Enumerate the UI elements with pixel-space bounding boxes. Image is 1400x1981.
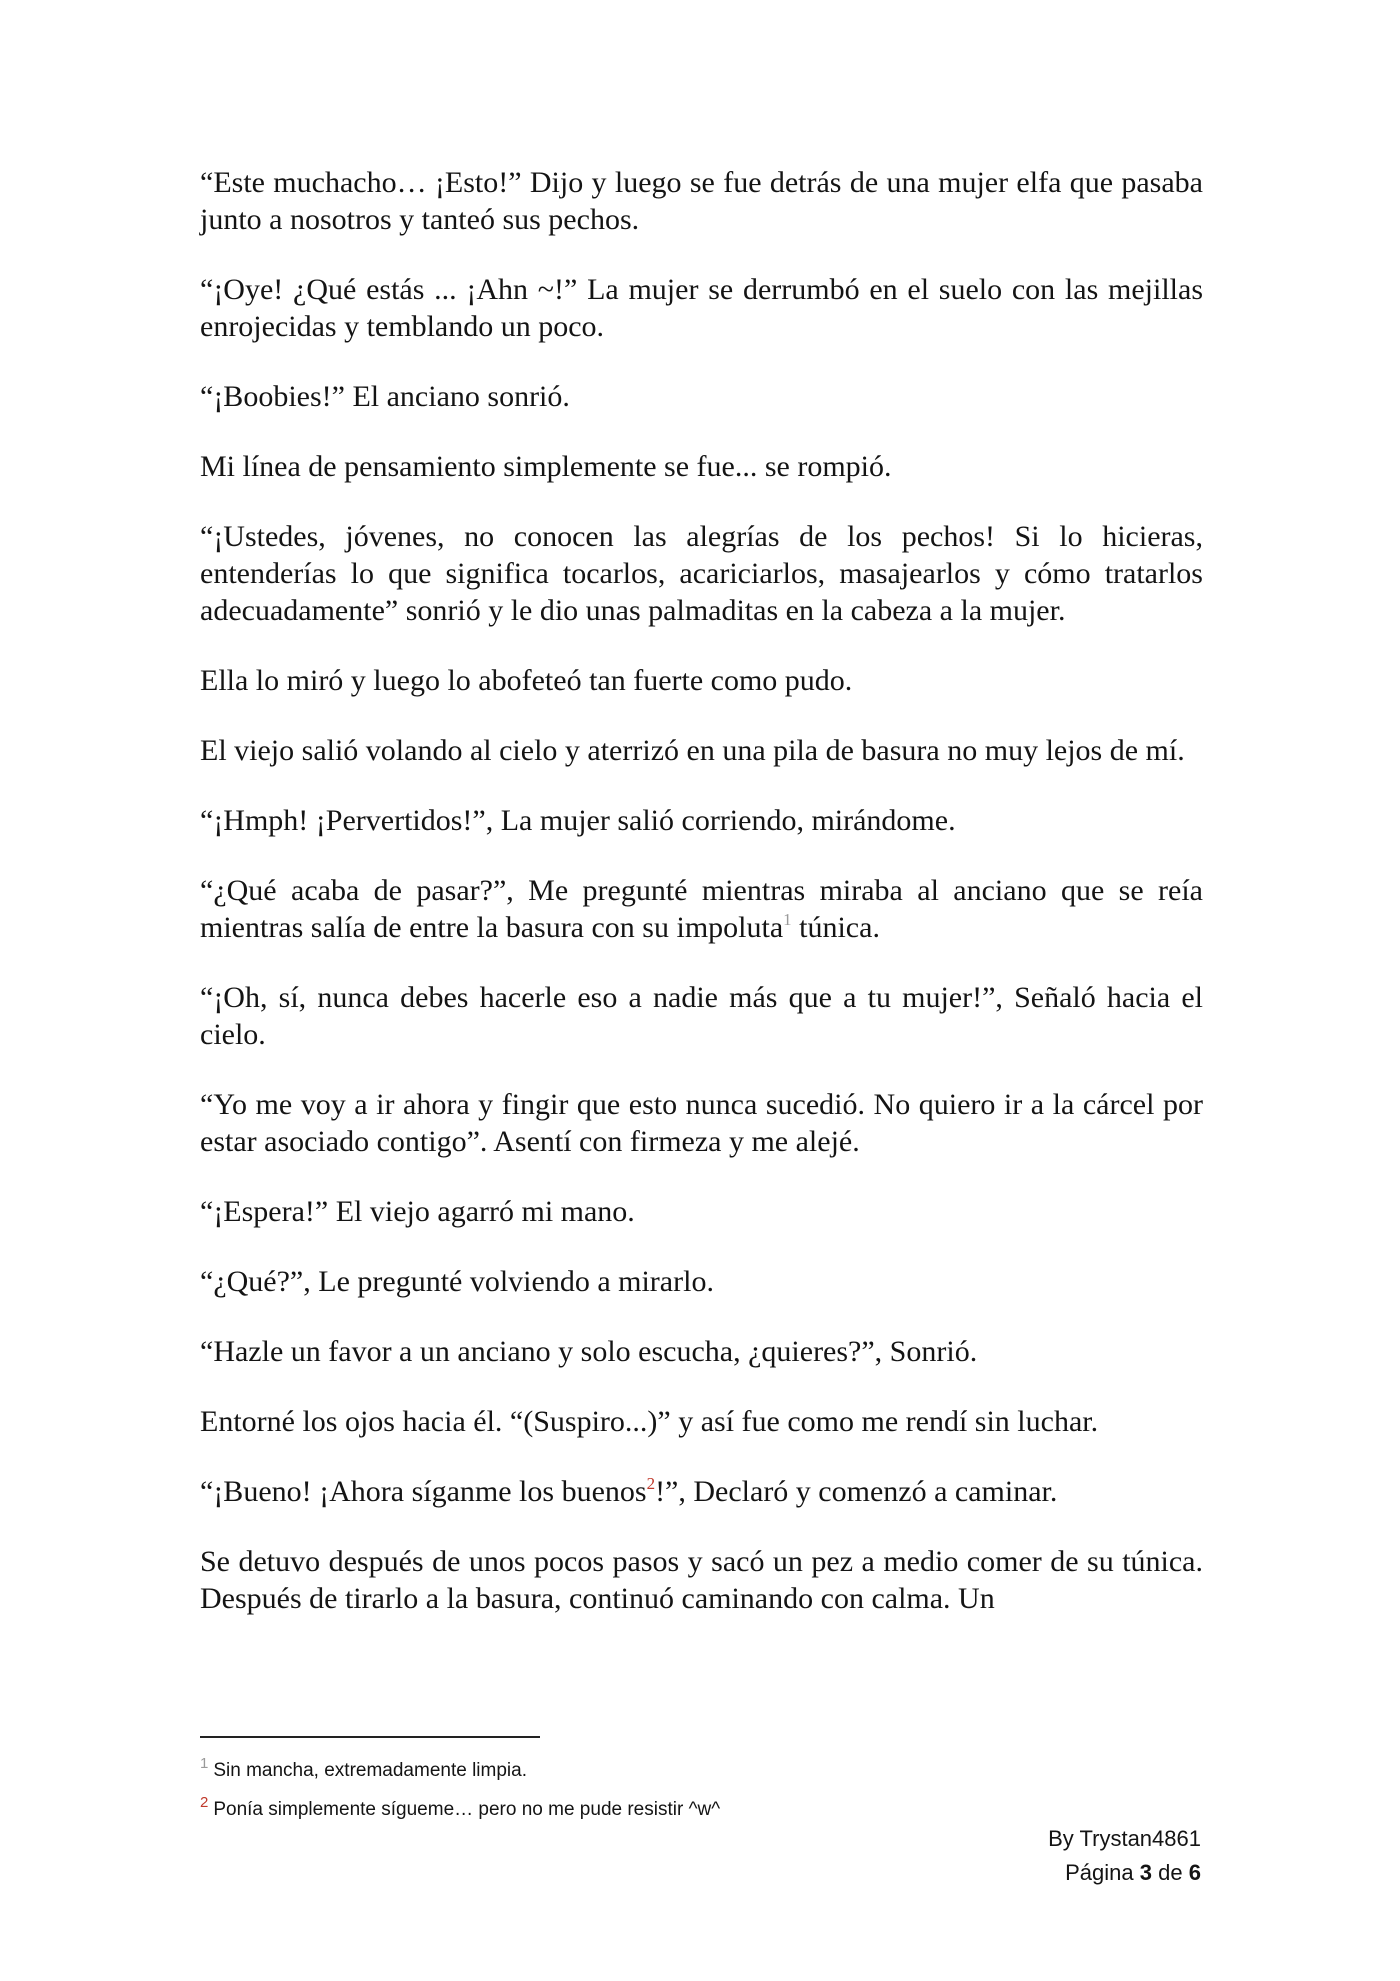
footnote-text: Ponía simplemente sígueme… pero no me pude resistir ^w^: [213, 1799, 721, 1820]
paragraph: El viejo salió volando al cielo y aterrizó en una pila de basura no muy lejos de mí.: [200, 734, 1185, 767]
paragraph-text: túnica.: [791, 911, 880, 944]
body-text: [200, 164, 1203, 1617]
paragraph: “¿Qué?”, Le pregunté volviendo a mirarlo.: [200, 1265, 714, 1298]
paragraph: “¡Hmph! ¡Pervertidos!”, La mujer salió corriendo, mirándome.: [200, 804, 956, 837]
paragraph-text: “¡Bueno! ¡Ahora síganme los buenos: [200, 1475, 647, 1508]
footnote-reference[interactable]: 1: [783, 910, 792, 929]
paragraph: “¡Espera!” El viejo agarró mi mano.: [200, 1195, 635, 1228]
page-number: [1048, 1856, 1201, 1890]
paragraph: “¡Ustedes, jóvenes, no conocen las alegrías de los pechos! Si lo hicieras, entenderías lo que significa tocarlos, acariciarlos, masajearlos y cómo tratarlos adecuadamente” sonrió y le dio unas palmaditas en la cabeza a la mujer.: [200, 520, 1203, 627]
page-footer: [1048, 1822, 1201, 1890]
footnote-separator: [200, 1736, 540, 1738]
footnote: [200, 1787, 1200, 1826]
paragraph: Se detuvo después de unos pocos pasos y sacó un pez a medio comer de su túnica. Después de tirarlo a la basura, continuó caminando con calma. Un: [200, 1545, 1203, 1615]
paragraph-with-footnote: [200, 872, 1203, 946]
footnote-marker: 2: [200, 1794, 209, 1811]
of-word: de: [1158, 1860, 1183, 1885]
paragraph: Mi línea de pensamiento simplemente se fue... se rompió.: [200, 450, 892, 483]
paragraph: “Yo me voy a ir ahora y fingir que esto nunca sucedió. No quiero ir a la cárcel por estar asociado contigo”. Asentí con firmeza y me alejé.: [200, 1088, 1203, 1158]
footnote-marker: 1: [200, 1755, 209, 1772]
paragraph: Entorné los ojos hacia él. “(Suspiro...)” y así fue como me rendí sin luchar.: [200, 1405, 1099, 1438]
current-page: 3: [1139, 1860, 1153, 1885]
paragraph: “¡Oh, sí, nunca debes hacerle eso a nadie más que a tu mujer!”, Señaló hacia el cielo.: [200, 981, 1203, 1051]
footnote: [200, 1748, 1200, 1787]
paragraph: Ella lo miró y luego lo abofeteó tan fuerte como pudo.: [200, 664, 853, 697]
footnote-text: Sin mancha, extremadamente limpia.: [213, 1760, 527, 1781]
footnotes: [200, 1748, 1200, 1826]
page-word: Página: [1065, 1860, 1134, 1885]
paragraph-with-footnote: [200, 1473, 1203, 1510]
paragraph: “Este muchacho… ¡Esto!” Dijo y luego se fue detrás de una mujer elfa que pasaba junto a nosotros y tanteó sus pechos.: [200, 166, 1203, 236]
paragraph: “¡Boobies!” El anciano sonrió.: [200, 380, 570, 413]
paragraph-text: “¿Qué acaba de pasar?”, Me pregunté mientras miraba al anciano que se reía mientras salía de entre la basura con su impoluta: [200, 874, 1203, 944]
footnote-reference[interactable]: 2: [646, 1474, 656, 1493]
author-credit: By Trystan4861: [1048, 1826, 1201, 1851]
paragraph: “Hazle un favor a un anciano y solo escucha, ¿quieres?”, Sonrió.: [200, 1335, 978, 1368]
paragraph-text: !”, Declaró y comenzó a caminar.: [655, 1475, 1058, 1508]
paragraph: “¡Oye! ¿Qué estás ... ¡Ahn ~!” La mujer se derrumbó en el suelo con las mejillas enrojecidas y temblando un poco.: [200, 273, 1203, 343]
total-pages: 6: [1188, 1860, 1201, 1885]
